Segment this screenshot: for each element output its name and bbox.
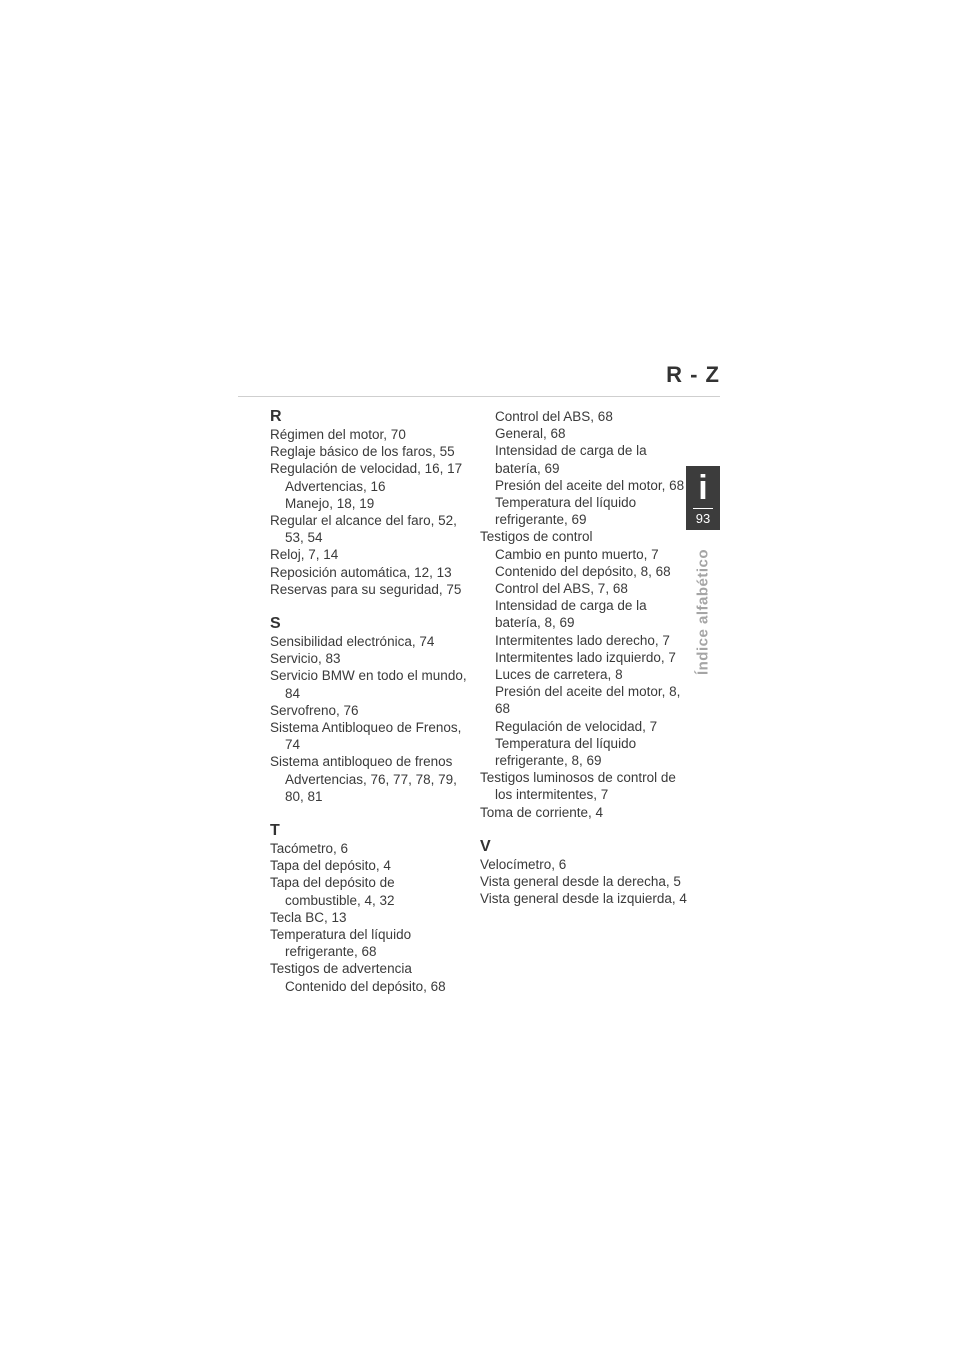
index-entry: Velocímetro, 6 [480,856,567,872]
index-subentry: Presión del aceite del motor, 68 [495,477,685,493]
index-subentry: Intensidad de carga de la [495,443,647,459]
index-subentry: refrigerante, 68 [285,944,377,960]
index-entry: Reposición automática, 12, 13 [270,564,452,580]
page-number: 93 [695,511,711,526]
index-subentry: Temperatura del líquido [495,735,637,751]
index-entry: Servicio, 83 [270,651,341,667]
index-entry: Temperatura del líquido [270,927,412,943]
index-subentry: Control del ABS, 7, 68 [495,581,628,597]
index-subentry: 68 [495,701,511,717]
index-subentry: Manejo, 18, 19 [285,495,375,511]
index-letter-heading: R [270,408,282,425]
index-column-left [270,408,485,995]
index-subentry: Intermitentes lado derecho, 7 [495,632,670,648]
index-entry: Reservas para su seguridad, 75 [270,581,462,597]
index-subentry: 53, 54 [285,530,323,546]
index-subentry: batería, 8, 69 [495,615,575,631]
index-entry: Testigos luminosos de control de [480,770,676,786]
index-subentry: Intensidad de carga de la [495,598,647,614]
index-subentry: Control del ABS, 68 [495,409,613,424]
index-subentry: los intermitentes, 7 [495,787,609,803]
chapter-label: Índice alfabético [694,548,712,676]
index-column-right [480,408,702,907]
index-entry: Regulación de velocidad, 16, 17 [270,461,463,477]
index-entry: Tecla BC, 13 [270,909,347,925]
index-subentry: Presión del aceite del motor, 8, [495,684,681,700]
index-subentry: refrigerante, 8, 69 [495,753,602,769]
index-subentry: Contenido del depósito, 68 [285,978,446,994]
index-entry: Vista general desde la derecha, 5 [480,874,681,890]
index-entry: Tapa del depósito, 4 [270,858,391,874]
index-subentry: Contenido del depósito, 8, 68 [495,563,671,579]
index-subentry: 84 [285,685,301,701]
index-entry: Testigos de advertencia [270,961,412,977]
index-entry: Vista general desde la izquierda, 4 [480,891,687,907]
index-entry: Sensibilidad electrónica, 74 [270,634,435,650]
index-subentry: refrigerante, 69 [495,512,587,528]
index-entry: Sistema Antibloqueo de Frenos, [270,720,462,736]
index-subentry: Temperatura del líquido [495,495,637,511]
index-subentry: Luces de carretera, 8 [495,667,623,683]
index-entry: Servofreno, 76 [270,702,359,718]
index-entry: Servicio BMW en todo el mundo, [270,668,467,684]
index-entry: Sistema antibloqueo de frenos [270,754,453,770]
index-subentry: 80, 81 [285,788,323,804]
index-subentry: Advertencias, 16 [285,478,386,494]
index-entry: Reloj, 7, 14 [270,547,339,563]
info-icon: i [698,469,708,507]
index-entry: Testigos de control [480,529,593,545]
index-subentry: Intermitentes lado izquierdo, 7 [495,649,676,665]
index-entry: Régimen del motor, 70 [270,427,406,442]
index-letter-heading: T [270,822,280,840]
index-entry: Regular el alcance del faro, 52, [270,513,457,529]
index-subentry: combustible, 4, 32 [285,892,395,908]
index-entry: Toma de corriente, 4 [480,804,604,820]
index-subentry: batería, 69 [495,460,560,476]
index-subentry: Cambio en punto muerto, 7 [495,546,659,562]
index-subentry: Regulación de velocidad, 7 [495,718,658,734]
index-subentry: Advertencias, 76, 77, 78, 79, [285,771,457,787]
index-entry: Tapa del depósito de [270,875,395,891]
index-entry: Tacómetro, 6 [270,841,349,857]
index-letter-heading: S [270,615,281,633]
header-divider [238,396,720,397]
index-letter-heading: V [480,837,491,855]
index-entry: Reglaje básico de los faros, 55 [270,444,455,460]
index-subentry: 74 [285,737,301,753]
page-title: R - Z [666,362,720,387]
index-subentry: General, 68 [495,426,566,442]
